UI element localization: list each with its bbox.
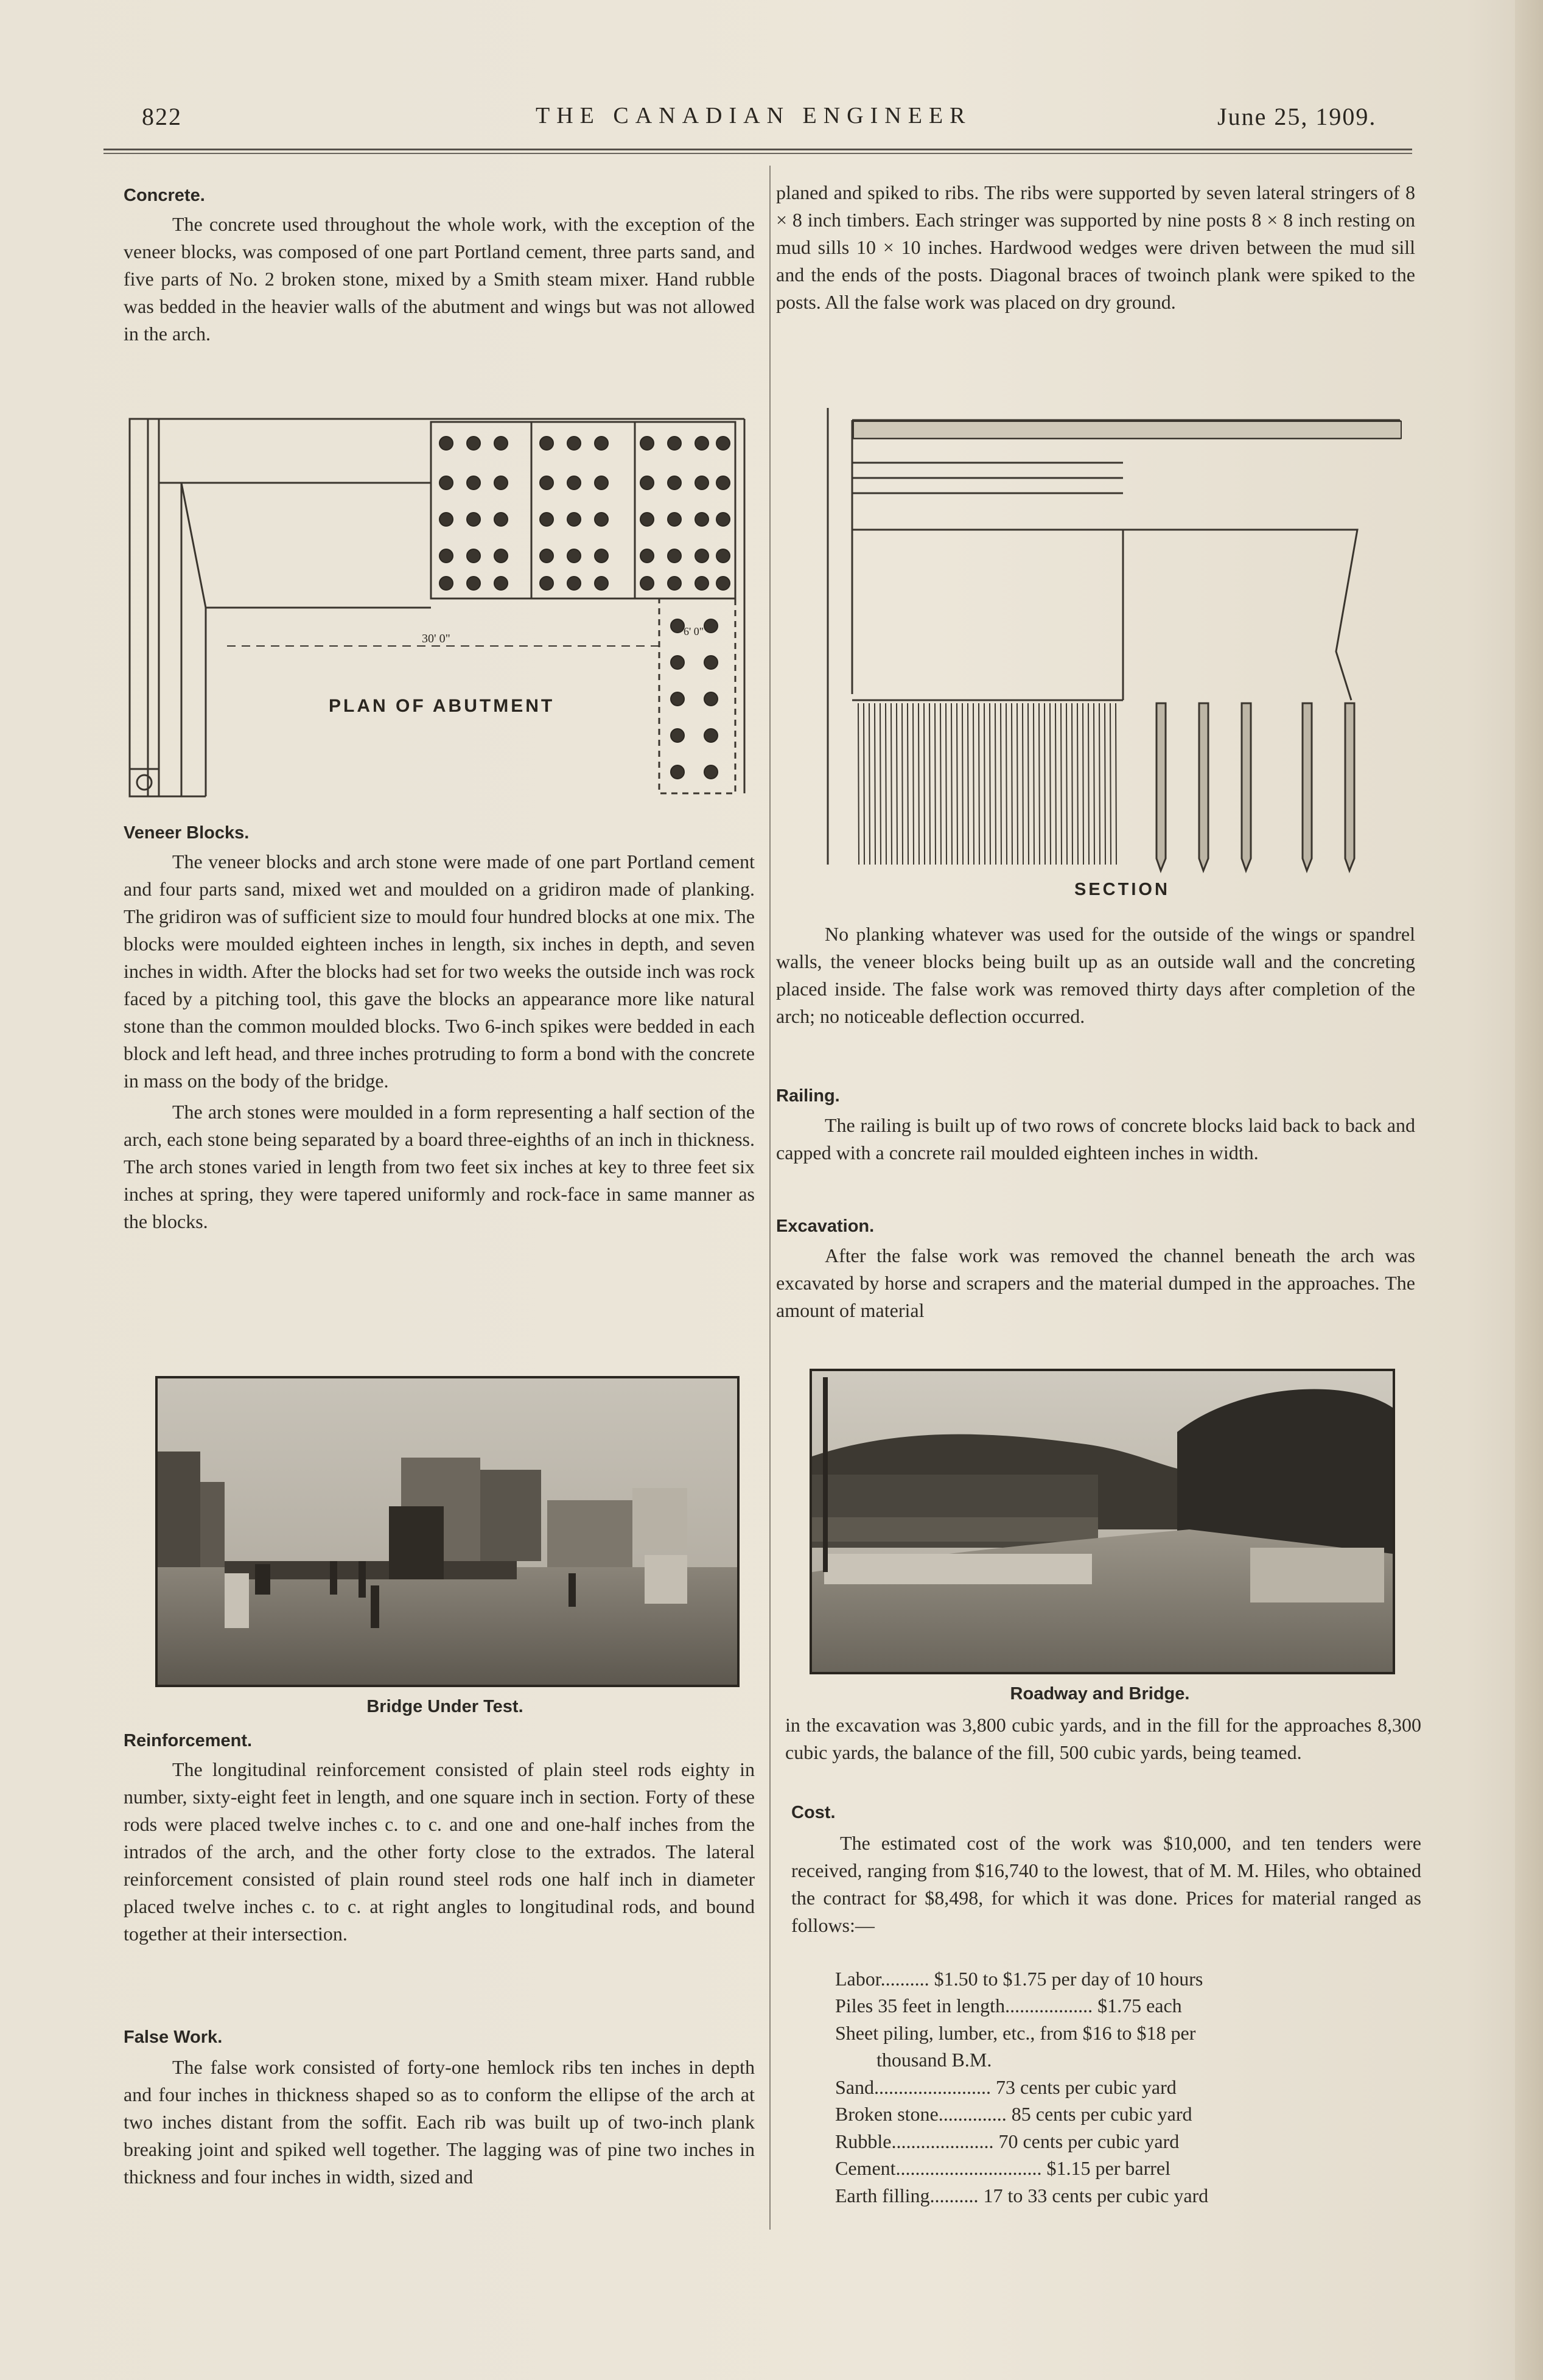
sheet-pile-line xyxy=(1039,703,1040,865)
price-sheet-piling: Sheet piling, lumber, etc., from $16 to $18 per xyxy=(835,2022,1196,2044)
paragraph: The arch stones were moulded in a form representing a half section of the arch, each stone being separated by a board three-eighths of an inch in thickness. The arch stones varied in length from two feet six inches at key to three feet six inches at spring, they were tapered uniformly and rock-face in same manner as the blocks. xyxy=(124,1101,755,1232)
pile-marker xyxy=(640,549,654,563)
pile-marker xyxy=(695,513,709,526)
sheet-pile-line xyxy=(1110,703,1111,865)
pile-grid xyxy=(439,437,730,779)
paragraph: The concrete used throughout the whole work, with the exception of the veneer blocks, was composed of one part Portland cement, three parts sand, and five parts of No. 2 broken stone, mixed by a Smith steam mixer. Hand rubble was bedded in the heavier walls of the abutment and wings but was not allowed in the arch. xyxy=(124,213,755,345)
pile-marker xyxy=(671,656,684,669)
pile-marker xyxy=(595,549,608,563)
pile-marker xyxy=(695,437,709,450)
pile-marker xyxy=(567,513,581,526)
bridge-under-test-photo xyxy=(155,1376,740,1687)
sheet-pile-line xyxy=(935,703,936,865)
paragraph: in the excavation was 3,800 cubic yards, and in the fill for the approaches 8,300 cubic yards, the balance of the fill, 500 cubic yards, being teamed. xyxy=(785,1714,1421,1763)
price-rubble: Rubble..................... 70 cents per cubic yard xyxy=(835,2130,1180,2152)
pile-marker xyxy=(704,619,718,633)
bridge-under-test-caption: Bridge Under Test. xyxy=(366,1697,523,1716)
paragraph: The estimated cost of the work was $10,000, and ten tenders were received, ranging from $16,740 to the lowest, that of M. M. Hiles, who obtained the contract for $8,498, for which it was done. Prices for material ranged as follows:— xyxy=(791,1832,1421,1936)
pile-marker xyxy=(695,476,709,490)
pile-marker xyxy=(439,577,453,590)
plan-of-abutment-figure xyxy=(124,416,763,812)
pile-marker xyxy=(716,513,730,526)
cost-heading: Cost. xyxy=(791,1803,836,1822)
excavation-continued-text xyxy=(785,1711,1421,1766)
false-work-text xyxy=(124,2054,755,2191)
page-number: 822 xyxy=(142,103,182,130)
paragraph: The veneer blocks and arch stone were made of one part Portland cement and four parts sand, mixed wet and moulded on a gridiron made of planking. The gridiron was of sufficient size to mould four hundred blocks at one mix. The blocks were moulded eighteen inches in length, six inches in depth, and seven inches in width. After the blocks had set for two weeks the outside inch was rock faced by a pitching tool, this gave the blocks an appearance more like natural stone than the common moulded blocks. Two 6-inch spikes were bedded in each block and left head, and three inches protruding to form a bond with the concrete in mass on the body of the bridge. xyxy=(124,851,755,1092)
sheet-pile-line xyxy=(973,703,974,865)
sheet-pile-line xyxy=(891,703,892,865)
veneer-heading: Veneer Blocks. xyxy=(124,823,250,843)
cost-lines xyxy=(791,1830,1421,1939)
pile-marker xyxy=(439,476,453,490)
sheet-pile-line xyxy=(1055,703,1056,865)
excavation-cont-lines xyxy=(785,1711,1421,1766)
sheet-pile-line xyxy=(1077,703,1078,865)
sheet-pile-line xyxy=(962,703,963,865)
pile-marker xyxy=(671,692,684,706)
paragraph: The false work consisted of forty-one hemlock ribs ten inches in depth and four inches in thickness shaped so as to conform the ellipse of the arch at two inches distant from the soffit. Each rib was built up of two-inch plank breaking joint and spiked well together. The lagging was of pine two inches in thickness and four inches in width, sized and xyxy=(124,2056,755,2188)
sheet-pile-line xyxy=(924,703,925,865)
pile-marker xyxy=(595,437,608,450)
pile-marker xyxy=(567,549,581,563)
pile-marker xyxy=(439,437,453,450)
plan-title: PLAN OF ABUTMENT xyxy=(329,696,555,716)
pile-marker xyxy=(467,513,480,526)
pile-marker xyxy=(494,476,508,490)
pile-marker xyxy=(640,513,654,526)
plan-dimension-30ft: 30' 0" xyxy=(422,632,450,645)
journal-title: THE CANADIAN ENGINEER xyxy=(536,103,972,128)
pile-marker xyxy=(540,577,553,590)
excavation-heading: Excavation. xyxy=(776,1216,875,1236)
section-figure xyxy=(816,396,1424,913)
pile-marker xyxy=(439,513,453,526)
pile-marker xyxy=(716,476,730,490)
pile-marker xyxy=(668,437,681,450)
reinforcement-text xyxy=(124,1756,755,1948)
price-sand: Sand........................ 73 cents per cubic yard xyxy=(835,2076,1177,2098)
veneer-para2 xyxy=(124,1098,755,1235)
pile-marker xyxy=(640,437,654,450)
sheet-pile-line xyxy=(1066,703,1067,865)
pile-marker xyxy=(467,549,480,563)
pile-marker xyxy=(540,476,553,490)
pile-marker xyxy=(704,729,718,742)
pile-marker xyxy=(467,476,480,490)
concrete-heading: Concrete. xyxy=(124,186,205,205)
pile-marker xyxy=(439,549,453,563)
paragraph: The longitudinal reinforcement consisted of plain steel rods eighty in number, sixty-eight feet in length, and one square inch in section. Forty of these rods were placed twelve inches c. to c. and one and one-half inches from the intrados of the arch, and the other forty close to the extrados. The lateral reinforcement consisted of plain round steel rods one half inch in diameter placed twelve inches c. to c. at right angles to longitudinal rods, and bound together at their intersection. xyxy=(124,1758,755,1945)
pile-marker xyxy=(595,513,608,526)
excavation-lines xyxy=(776,1242,1415,1324)
pile-marker xyxy=(695,577,709,590)
price-piles: Piles 35 feet in length.................. $1.75 each xyxy=(835,1995,1182,2017)
pile-marker xyxy=(716,437,730,450)
pile-marker xyxy=(716,577,730,590)
paragraph: planed and spiked to ribs. The ribs were supported by seven lateral stringers of 8 × 8 inch timbers. Each stringer was supported by nine posts 8 × 8 inch resting on mud sills 10 × 10 inches. Hardwood wedges were driven between the mud sill and the ends of the posts. Diagonal braces of twoinch plank were spiked to the posts. All the false work was placed on dry ground. xyxy=(776,181,1415,313)
price-labor: Labor.......... $1.50 to $1.75 per day of 10 hours xyxy=(835,1968,1203,1990)
roadway-and-bridge-caption: Roadway and Bridge. xyxy=(1010,1684,1190,1704)
pile-marker xyxy=(668,577,681,590)
reinforcement-heading: Reinforcement. xyxy=(124,1731,253,1750)
false-work-heading: False Work. xyxy=(124,2027,223,2047)
sheet-pile-line xyxy=(902,703,903,865)
paragraph: No planking whatever was used for the outside of the wings or spandrel walls, the veneer blocks being built up as an outside wall and the concreting placed inside. The false work was removed thirty days after completion of the arch; no noticeable deflection occurred. xyxy=(776,923,1415,1027)
pile-marker xyxy=(567,577,581,590)
veneer-text xyxy=(124,848,755,1235)
reinforcement-lines xyxy=(124,1756,755,1948)
sheet-pile-line xyxy=(940,703,941,865)
pile-marker xyxy=(695,549,709,563)
cost-price-list xyxy=(835,1965,1383,2221)
veneer-para1 xyxy=(124,848,755,1095)
paragraph: The railing is built up of two rows of concrete blocks laid back to back and capped with a concrete rail moulded eighteen inches in width. xyxy=(776,1114,1415,1164)
pile-marker xyxy=(671,765,684,779)
paragraph: After the false work was removed the channel beneath the arch was excavated by horse and scrapers and the material dumped in the approaches. The amount of material xyxy=(776,1244,1415,1321)
pile-marker xyxy=(467,437,480,450)
plan-dimension-6ft: 6' 0" xyxy=(684,625,704,637)
sheet-pile-line xyxy=(929,703,930,865)
pile-marker xyxy=(668,513,681,526)
sheet-pile-line xyxy=(1099,703,1100,865)
concrete-text xyxy=(124,211,755,348)
pile-marker xyxy=(640,577,654,590)
sheet-pile-line xyxy=(1017,703,1018,865)
pile-marker xyxy=(467,577,480,590)
price-cement: Cement.............................. $1.15 per barrel xyxy=(835,2157,1170,2179)
false-work-lines xyxy=(124,2054,755,2191)
sheet-pile-line xyxy=(858,703,859,865)
sheet-pile-line xyxy=(951,703,952,865)
sheet-pile-line xyxy=(1050,703,1051,865)
page-edge-shadow xyxy=(1515,0,1543,2380)
no-planking-lines xyxy=(776,921,1415,1030)
sheet-pile-line xyxy=(1061,703,1062,865)
sheet-pile-line xyxy=(1028,703,1029,865)
railing-lines xyxy=(776,1112,1415,1167)
continued-lines xyxy=(776,179,1415,316)
section-title: SECTION xyxy=(1074,880,1170,899)
pile-marker xyxy=(494,577,508,590)
pile-marker xyxy=(494,437,508,450)
header-rule xyxy=(103,149,1412,150)
sheet-pile-line xyxy=(869,703,870,865)
pile-marker xyxy=(704,656,718,669)
roadway-and-bridge-photo xyxy=(810,1369,1395,1674)
pile-marker xyxy=(540,549,553,563)
pile-marker xyxy=(640,476,654,490)
pile-marker xyxy=(668,549,681,563)
pile-marker xyxy=(540,513,553,526)
sheet-pile-line xyxy=(913,703,914,865)
cost-text xyxy=(791,1830,1421,1939)
pile-lines xyxy=(858,703,1116,865)
column-divider xyxy=(769,166,771,2230)
pile-marker xyxy=(704,692,718,706)
railing-text xyxy=(776,1112,1415,1167)
price-broken-stone: Broken stone.............. 85 cents per cubic yard xyxy=(835,2103,1192,2125)
sheet-pile-line xyxy=(995,703,996,865)
sheet-pile-line xyxy=(1006,703,1007,865)
pile-marker xyxy=(494,549,508,563)
sheet-pile-line xyxy=(880,703,881,865)
pile-marker xyxy=(540,437,553,450)
pile-marker xyxy=(595,577,608,590)
pile-marker xyxy=(567,476,581,490)
sheet-pile-line xyxy=(918,703,919,865)
pile-marker xyxy=(595,476,608,490)
sheet-pile-line xyxy=(984,703,985,865)
right-continued-text xyxy=(776,179,1415,316)
concrete-lines xyxy=(124,211,755,348)
sheet-pile-line xyxy=(1088,703,1089,865)
price-earth-filling: Earth filling.......... 17 to 33 cents per cubic yard xyxy=(835,2185,1209,2206)
pile-marker xyxy=(716,549,730,563)
excavation-text xyxy=(776,1242,1415,1324)
pile-marker xyxy=(494,513,508,526)
railing-heading: Railing. xyxy=(776,1086,840,1106)
no-planking-text xyxy=(776,921,1415,1030)
issue-date: June 25, 1909. xyxy=(1217,103,1377,130)
pile-marker xyxy=(567,437,581,450)
pile-marker xyxy=(671,619,684,633)
sheet-pile-line xyxy=(1044,703,1045,865)
header-rule-thin xyxy=(103,153,1412,154)
price-sheet-piling-unit: thousand B.M. xyxy=(876,2049,992,2071)
pile-marker xyxy=(668,476,681,490)
pile-marker xyxy=(671,729,684,742)
pile-marker xyxy=(704,765,718,779)
